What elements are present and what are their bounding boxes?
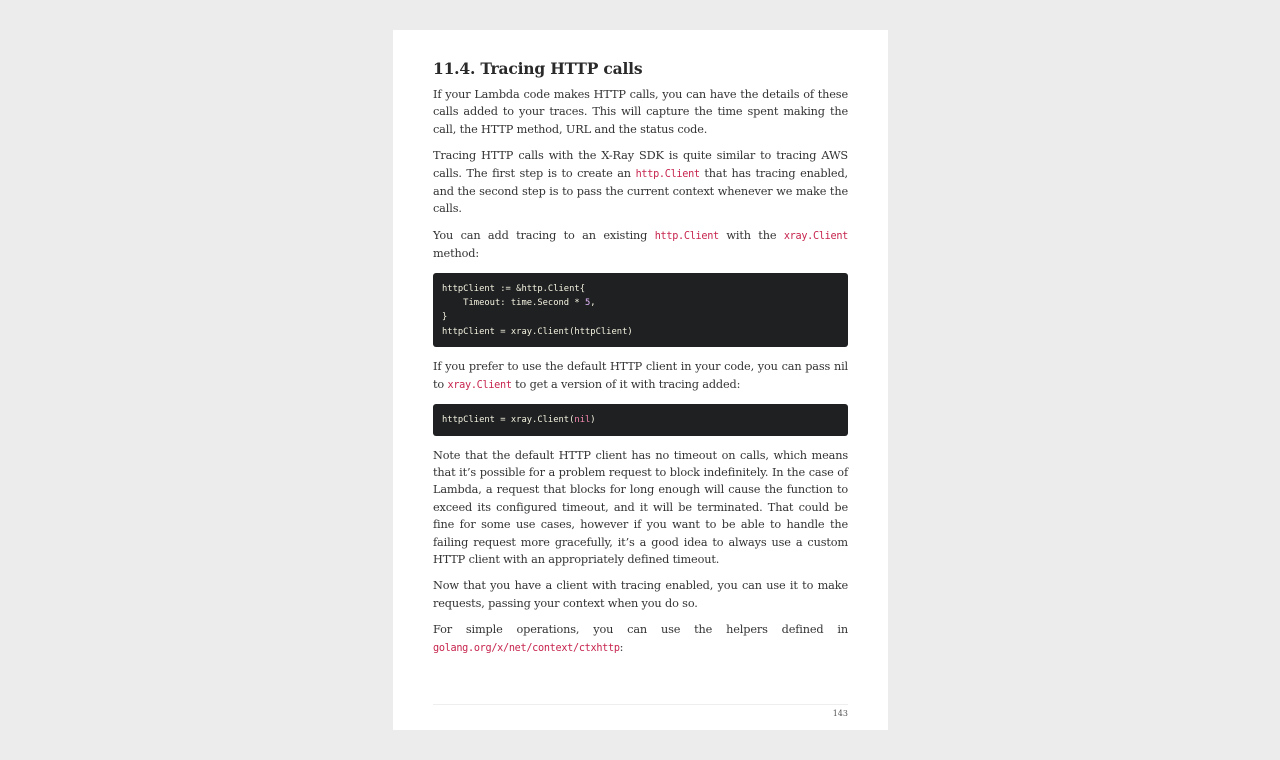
code-keyword: nil [574, 415, 591, 426]
paragraph-text: with the [718, 228, 784, 242]
code-line: httpClient := &http.Client{ [442, 283, 585, 294]
code-line [442, 296, 839, 310]
inline-code: http.Client [635, 168, 700, 180]
page-number: 143 [832, 709, 848, 718]
paragraph-default-client [433, 358, 848, 394]
code-text: Timeout: time.Second * [442, 298, 585, 309]
paragraph-tracing-steps [433, 147, 848, 218]
code-block-http-client [433, 273, 848, 348]
paragraph-intro: If your Lambda code makes HTTP calls, you can have the details of these calls added to your traces. This will capture the time spent making the call, the HTTP method, URL and the status code. [433, 88, 848, 136]
paragraph-text: If you prefer to use the default HTTP client in your code, you can pass nil to [433, 360, 848, 391]
paragraph-text: For simple operations, you can use the helpers defined in [433, 623, 848, 637]
paragraph-text: to get a version of it with tracing added: [511, 377, 741, 391]
code-line [442, 413, 839, 427]
footer-divider [433, 704, 848, 705]
paragraph-text: method: [433, 247, 480, 261]
inline-code: golang.org/x/net/context/ctxhttp [433, 642, 620, 654]
document-page [393, 30, 888, 730]
inline-code: xray.Client [447, 379, 512, 391]
paragraph-timeout-note: Note that the default HTTP client has no timeout on calls, which means that it’s possible for a problem request to block indefinitely. In the case of Lambda, a request that blocks for long enough will cause the function to exceed its configured timeout, and it will be terminated. That could be fine for some use cases, however if you want to be able to handle the failing request more gracefully, it’s a good idea to always use a custom HTTP client with an appropriately defined timeout. [433, 448, 848, 566]
code-block-xray-nil [433, 404, 848, 435]
inline-code: xray.Client [783, 230, 848, 242]
section-title: 11.4. Tracing HTTP calls [433, 59, 643, 78]
code-text: , [590, 298, 596, 309]
paragraph-helpers [433, 621, 848, 657]
paragraph-text: that has tracing enabled, and the second step is to pass the current context whenever we make the calls. [433, 166, 848, 216]
code-text: ) [590, 415, 596, 426]
paragraph-add-tracing [433, 227, 848, 263]
paragraph-use-client: Now that you have a client with tracing enabled, you can use it to make requests, passing your context when you do so. [433, 579, 848, 610]
code-number: 5 [585, 298, 591, 309]
paragraph-text: You can add tracing to an existing [433, 228, 655, 242]
code-text: httpClient = xray.Client( [442, 415, 575, 426]
code-line: } [442, 312, 448, 323]
paragraph-text: Tracing HTTP calls with the X-Ray SDK is quite similar to tracing AWS calls. The first step is to create an [433, 149, 848, 180]
paragraph-text: : [619, 640, 624, 654]
code-line: httpClient = xray.Client(httpClient) [442, 326, 633, 337]
inline-code: http.Client [654, 230, 719, 242]
